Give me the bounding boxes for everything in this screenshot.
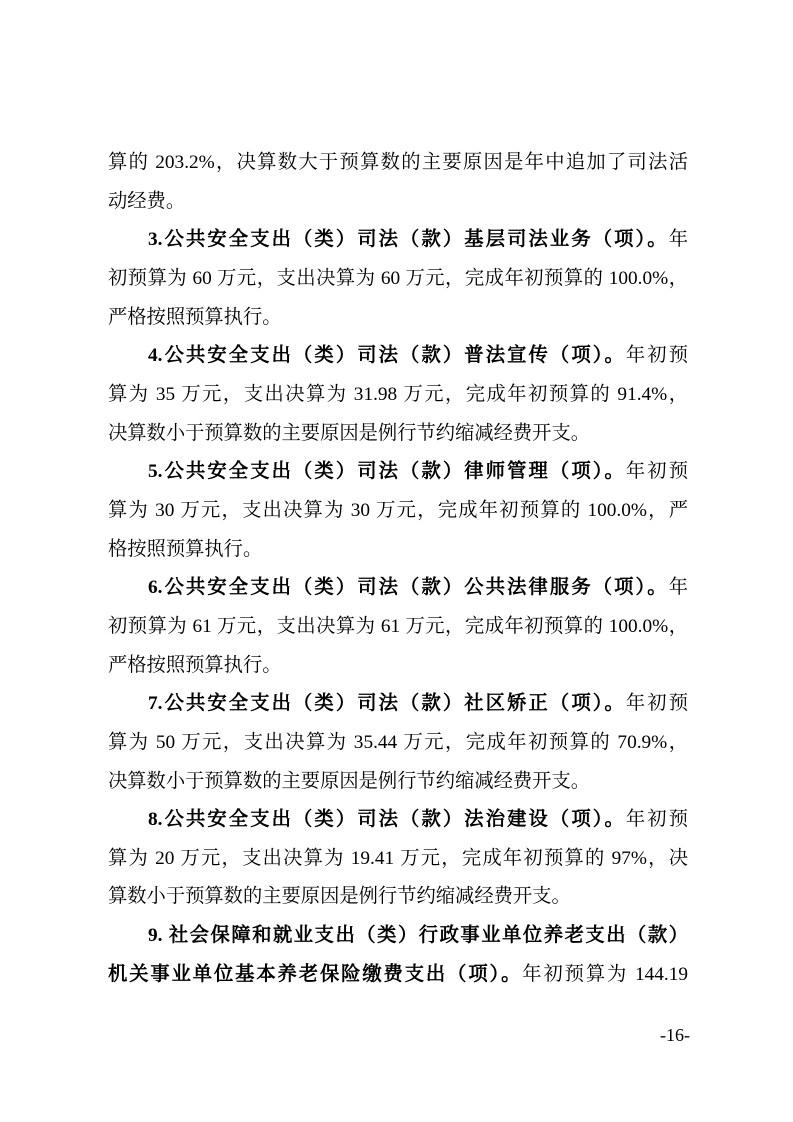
item-heading: 7.公共安全支出（类）司法（款）社区矫正（项）。 xyxy=(148,693,626,715)
text-line xyxy=(108,183,688,222)
paragraph-item-7 xyxy=(108,685,688,801)
body-text-span: 格按照预算执行。 xyxy=(108,538,263,560)
text-line xyxy=(108,531,688,570)
body-text-span: 年初预算为 144.19 xyxy=(522,963,688,985)
text-line xyxy=(108,801,688,840)
paragraph-item-6 xyxy=(108,569,688,685)
body-text-span: 严格按照预算执行。 xyxy=(108,306,282,328)
text-line xyxy=(108,569,688,608)
body-text-span: 年 xyxy=(668,229,688,251)
body-text-span: 年初预 xyxy=(625,693,688,715)
paragraph-item-4 xyxy=(108,337,688,453)
text-line xyxy=(108,608,688,647)
body-text-span: 算的 203.2%，决算数大于预算数的主要原因是年中追加了司法活 xyxy=(108,152,688,173)
item-heading: 5.公共安全支出（类）司法（款）律师管理（项）。 xyxy=(148,461,626,483)
text-line xyxy=(108,415,688,454)
document-body xyxy=(108,144,688,994)
text-line xyxy=(108,337,688,376)
paragraph-item-8 xyxy=(108,801,688,917)
body-text-span: 算为 50 万元，支出决算为 35.44 万元，完成年初预算的 70.9%， xyxy=(108,731,688,753)
text-line xyxy=(108,376,688,415)
text-line xyxy=(108,763,688,802)
body-text-span: 年初预 xyxy=(625,809,688,831)
text-line xyxy=(108,840,688,879)
item-heading: 3.公共安全支出（类）司法（款）基层司法业务（项）。 xyxy=(148,229,669,251)
body-text-span: 严格按照预算执行。 xyxy=(108,654,282,676)
paragraph-item-9 xyxy=(108,917,688,994)
text-line xyxy=(108,647,688,686)
body-text-span: 算为 20 万元，支出决算为 19.41 万元，完成年初预算的 97%，决 xyxy=(108,847,688,869)
text-line xyxy=(108,724,688,763)
text-line xyxy=(108,144,688,183)
paragraph-item-3 xyxy=(108,221,688,337)
item-heading: 机关事业单位基本养老保险缴费支出（项）。 xyxy=(108,963,523,985)
item-heading: 4.公共安全支出（类）司法（款）普法宣传（项）。 xyxy=(148,345,626,367)
body-text-span: 初预算为 60 万元，支出决算为 60 万元，完成年初预算的 100.0%， xyxy=(108,267,688,289)
body-text-span: 决算数小于预算数的主要原因是例行节约缩减经费开支。 xyxy=(108,422,591,444)
text-line xyxy=(108,221,688,260)
body-text-span: 算数小于预算数的主要原因是例行节约缩减经费开支。 xyxy=(108,886,571,908)
item-heading: 6.公共安全支出（类）司法（款）公共法律服务（项）。 xyxy=(148,577,669,599)
body-text-span: 初预算为 61 万元，支出决算为 61 万元，完成年初预算的 100.0%， xyxy=(108,615,688,637)
text-line xyxy=(108,492,688,531)
text-line xyxy=(108,299,688,338)
item-heading: 8.公共安全支出（类）司法（款）法治建设（项）。 xyxy=(148,809,626,831)
body-text-span: 算为 35 万元，支出决算为 31.98 万元，完成年初预算的 91.4%， xyxy=(108,383,688,405)
body-text-span: 年初预 xyxy=(625,345,688,367)
body-text-span: 决算数小于预算数的主要原因是例行节约缩减经费开支。 xyxy=(108,770,591,792)
text-line xyxy=(108,956,688,995)
page-number: -16- xyxy=(660,1025,690,1045)
body-text-span: 动经费。 xyxy=(108,190,186,212)
body-text-span: 算为 30 万元，支出决算为 30 万元，完成年初预算的 100.0%，严 xyxy=(108,499,688,521)
body-text-span: 年初预 xyxy=(625,461,688,483)
paragraph-item-5 xyxy=(108,453,688,569)
text-line xyxy=(108,260,688,299)
body-text-span: 年 xyxy=(668,577,688,599)
text-line xyxy=(108,685,688,724)
text-line xyxy=(108,917,688,956)
text-line xyxy=(108,453,688,492)
paragraph-continued xyxy=(108,144,688,221)
text-line xyxy=(108,878,688,917)
item-heading: 9. 社会保障和就业支出（类）行政事业单位养老支出（款） xyxy=(148,925,688,947)
